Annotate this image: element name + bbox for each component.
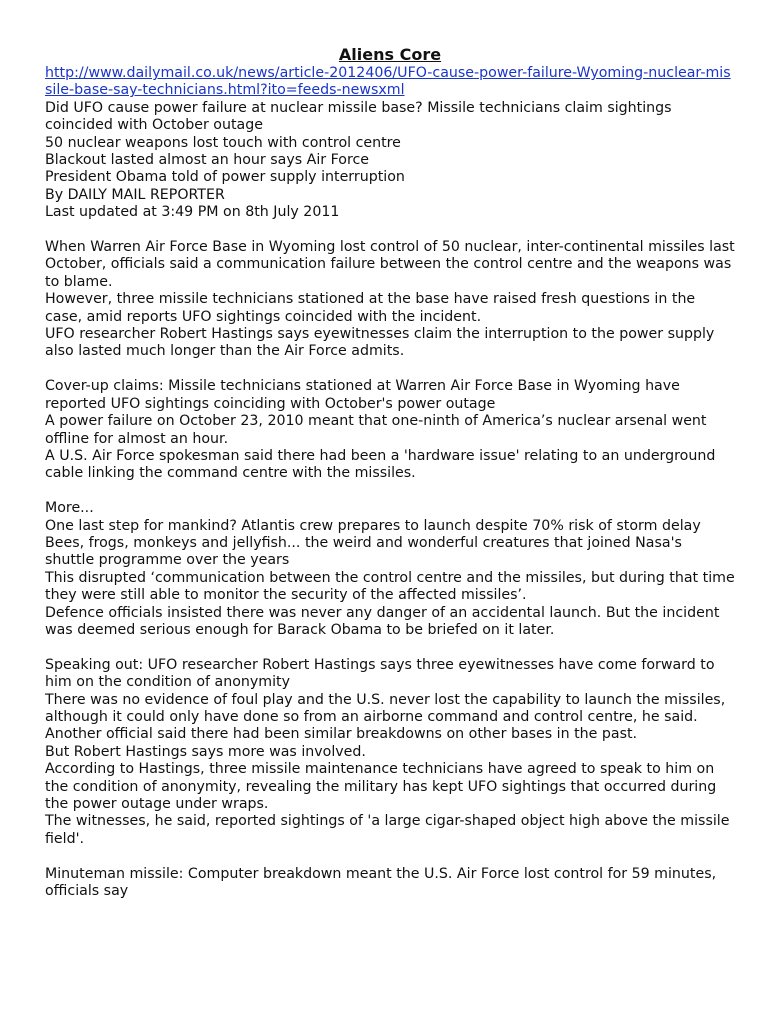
more-label: More...	[45, 500, 94, 517]
image-caption: Cover-up claims: Missile technicians stationed at Warren Air Force Base in Wyoming have reported UFO sightings coinciding with October's power outage	[45, 378, 680, 412]
article-link[interactable]: http://www.dailymail.co.uk/news/article-2012406/UFO-cause-power-failure-Wyoming-nuclear-missile-base-say-technicians.html?ito=feeds-newsxml	[45, 65, 731, 99]
paragraph: UFO researcher Robert Hastings says eyewitnesses claim the interruption to the power supply also lasted much longer than the Air Force admits.	[45, 326, 715, 360]
header-line: Did UFO cause power failure at nuclear missile base? Missile technicians claim sightings coincided with October outage	[45, 99, 672, 134]
paragraph-gap	[45, 222, 735, 239]
related-story: Bees, frogs, monkeys and jellyfish... the weird and wonderful creatures that joined Nasa's shuttle programme over the years	[45, 534, 682, 569]
paragraph: A power failure on October 23, 2010 meant that one-ninth of America’s nuclear arsenal went offline for almost an hour.	[45, 413, 707, 447]
paragraph: However, three missile technicians stationed at the base have raised fresh questions in the case, amid reports UFO sightings coincided with the incident.	[45, 291, 696, 325]
paragraph: According to Hastings, three missile maintenance technicians have agreed to speak to him on the condition of anonymity, revealing the military has kept UFO sightings that occurred during the power outage under wraps.	[45, 761, 717, 812]
paragraph: When Warren Air Force Base in Wyoming lost control of 50 nuclear, inter-continental missiles last October, officials said a communication failure between the control centre and the weapons was to blame.	[45, 239, 735, 290]
header-line: President Obama told of power supply interruption	[45, 169, 405, 186]
byline: By DAILY MAIL REPORTER	[45, 186, 225, 203]
paragraph-gap	[45, 639, 735, 656]
paragraph: A U.S. Air Force spokesman said there had been a 'hardware issue' relating to an underground cable linking the command centre with the missiles.	[45, 447, 716, 482]
image-caption: Minuteman missile: Computer breakdown meant the U.S. Air Force lost control for 59 minutes, officials say	[45, 865, 717, 900]
header-line: 50 nuclear weapons lost touch with control centre	[45, 134, 401, 151]
paragraph-gap	[45, 848, 735, 865]
paragraph-gap	[45, 361, 735, 378]
paragraph: Another official said there had been similar breakdowns on other bases in the past.	[45, 726, 638, 743]
related-story: One last step for mankind? Atlantis crew prepares to launch despite 70% risk of storm delay	[45, 517, 701, 534]
last-updated: Last updated at 3:49 PM on 8th July 2011	[45, 204, 340, 221]
paragraph: This disrupted ‘communication between the control centre and the missiles, but during that time they were still able to monitor the security of the affected missiles’.	[45, 569, 735, 604]
document-page	[45, 44, 735, 900]
paragraph: There was no evidence of foul play and the U.S. never lost the capability to launch the missiles, although it could only have done so from an airborne command and control centre, he said.	[45, 691, 726, 725]
paragraph: But Robert Hastings says more was involved.	[45, 743, 366, 760]
document-title: Aliens Core	[338, 45, 442, 64]
paragraph: The witnesses, he said, reported sightings of 'a large cigar-shaped object high above the missile field'.	[45, 813, 730, 847]
paragraph: Defence officials insisted there was never any danger of an accidental launch. But the incident was deemed serious enough for Barack Obama to be briefed on it later.	[45, 604, 720, 638]
header-line: Blackout lasted almost an hour says Air Force	[45, 152, 370, 169]
paragraph-gap	[45, 483, 735, 500]
image-caption: Speaking out: UFO researcher Robert Hastings says three eyewitnesses have come forward to him on the condition of anonymity	[45, 656, 715, 691]
